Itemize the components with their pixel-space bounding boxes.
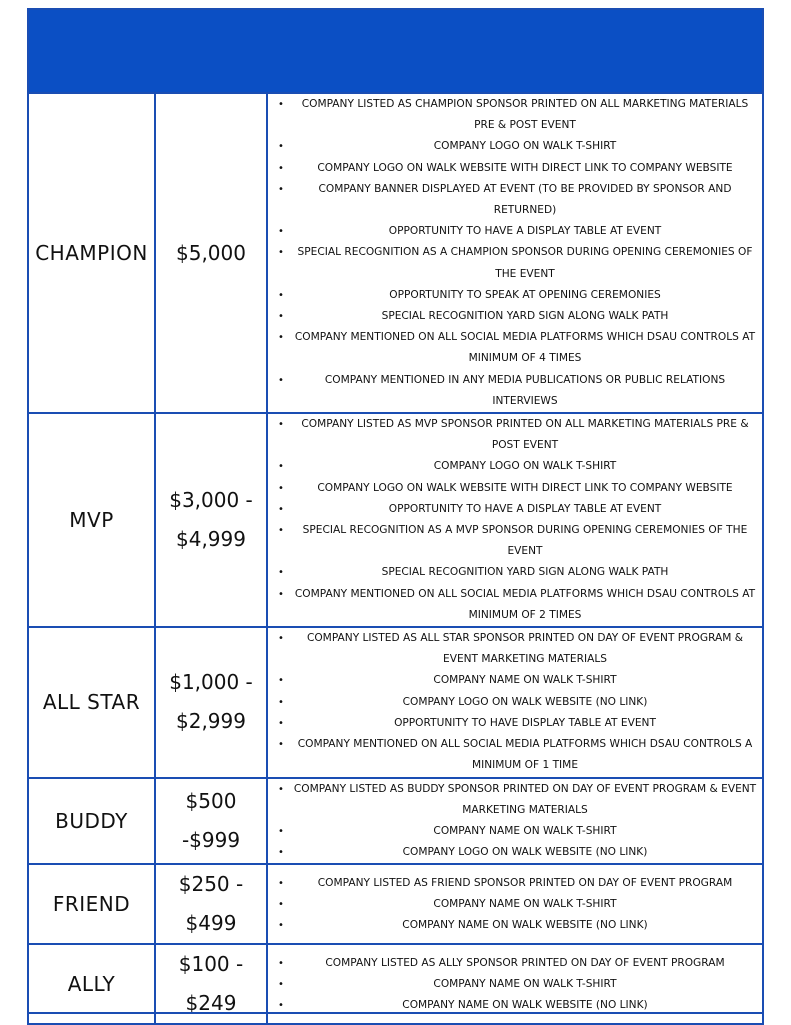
benefit-item: • COMPANY MENTIONED IN ANY MEDIA PUBLICATIONS OR PUBLIC RELATIONS INTERVIEWS xyxy=(268,370,762,412)
tier-name: BUDDY xyxy=(28,778,155,865)
benefit-item: • COMPANY LOGO ON WALK WEBSITE (NO LINK) xyxy=(268,842,762,863)
tier-amount-line: $500 xyxy=(185,788,237,813)
benefit-item: • SPECIAL RECOGNITION YARD SIGN ALONG WALK PATH xyxy=(268,306,762,327)
benefit-item: • COMPANY LISTED AS ALLY SPONSOR PRINTED ON DAY OF EVENT PROGRAM xyxy=(268,953,762,974)
benefit-item: • COMPANY NAME ON WALK T-SHIRT xyxy=(268,821,762,842)
benefit-item: • COMPANY LOGO ON WALK T-SHIRT xyxy=(268,136,762,157)
benefit-item: • COMPANY LISTED AS MVP SPONSOR PRINTED ON ALL MARKETING MATERIALS PRE & POST EVENT xyxy=(268,414,762,456)
tier-amount-line: $1,000 - xyxy=(169,670,253,695)
benefit-item: • COMPANY LOGO ON WALK WEBSITE WITH DIRECT LINK TO COMPANY WEBSITE xyxy=(268,158,762,179)
tier-amount-line: $250 - xyxy=(178,872,244,897)
benefit-item: • SPECIAL RECOGNITION AS A MVP SPONSOR DURING OPENING CEREMONIES OF THE EVENT xyxy=(268,520,762,562)
benefit-item: • COMPANY LOGO ON WALK T-SHIRT xyxy=(268,456,762,477)
tier-name: CHAMPION xyxy=(28,93,155,413)
benefit-item: • COMPANY BANNER DISPLAYED AT EVENT (TO BE PROVIDED BY SPONSOR AND RETURNED) xyxy=(268,179,762,221)
benefit-item: • SPECIAL RECOGNITION AS A CHAMPION SPONSOR DURING OPENING CEREMONIES OF THE EVENT xyxy=(268,242,762,284)
tier-amount-line: $499 xyxy=(185,911,237,936)
tier-amount-line: $5,000 xyxy=(176,240,246,265)
tier-amount-line: -$999 xyxy=(181,827,241,852)
benefit-item: • COMPANY NAME ON WALK WEBSITE (NO LINK) xyxy=(268,915,762,936)
tier-amount-line: $100 - xyxy=(178,952,244,977)
benefit-item: • COMPANY LISTED AS BUDDY SPONSOR PRINTED ON DAY OF EVENT PROGRAM & EVENT MARKETING MATERIALS xyxy=(268,779,762,821)
tier-name: MVP xyxy=(28,413,155,627)
benefit-item: • COMPANY NAME ON WALK T-SHIRT xyxy=(268,894,762,915)
tier-amount-line: $249 xyxy=(185,991,237,1016)
benefit-item: • COMPANY LISTED AS CHAMPION SPONSOR PRINTED ON ALL MARKETING MATERIALS PRE & POST EVENT xyxy=(268,94,762,136)
tier-amount-line: $4,999 xyxy=(176,527,246,552)
benefit-item: • OPPORTUNITY TO HAVE A DISPLAY TABLE AT EVENT xyxy=(268,221,762,242)
benefit-item: • OPPORTUNITY TO HAVE DISPLAY TABLE AT EVENT xyxy=(268,713,762,734)
tier-name: ALL STAR xyxy=(28,627,155,777)
tier-name: ALLY xyxy=(28,944,155,1024)
benefit-item: • COMPANY NAME ON WALK WEBSITE (NO LINK) xyxy=(268,995,762,1016)
tier-amount-line: $2,999 xyxy=(176,709,246,734)
table-frame xyxy=(27,8,764,1014)
benefit-item: • COMPANY LISTED AS FRIEND SPONSOR PRINTED ON DAY OF EVENT PROGRAM xyxy=(268,873,762,894)
benefit-item: • COMPANY LISTED AS ALL STAR SPONSOR PRINTED ON DAY OF EVENT PROGRAM & EVENT MARKETING MATERIALS xyxy=(268,628,762,670)
benefit-item: • COMPANY NAME ON WALK T-SHIRT xyxy=(268,670,762,691)
benefit-item: • OPPORTUNITY TO HAVE A DISPLAY TABLE AT EVENT xyxy=(268,499,762,520)
benefit-item: • COMPANY LOGO ON WALK WEBSITE (NO LINK) xyxy=(268,692,762,713)
benefit-item: • SPECIAL RECOGNITION YARD SIGN ALONG WALK PATH xyxy=(268,562,762,583)
benefit-item: • COMPANY NAME ON WALK T-SHIRT xyxy=(268,974,762,995)
tier-amount-line: $3,000 - xyxy=(169,488,253,513)
benefit-item: • COMPANY MENTIONED ON ALL SOCIAL MEDIA PLATFORMS WHICH DSAU CONTROLS A MINIMUM OF 1 TIME xyxy=(268,734,762,776)
benefit-item: • COMPANY MENTIONED ON ALL SOCIAL MEDIA PLATFORMS WHICH DSAU CONTROLS AT MINIMUM OF 4 TIMES xyxy=(268,327,762,369)
benefit-item: • OPPORTUNITY TO SPEAK AT OPENING CEREMONIES xyxy=(268,285,762,306)
benefit-item: • COMPANY MENTIONED ON ALL SOCIAL MEDIA PLATFORMS WHICH DSAU CONTROLS AT MINIMUM OF 2 TIMES xyxy=(268,584,762,626)
tier-name: FRIEND xyxy=(28,864,155,944)
benefit-item: • COMPANY LOGO ON WALK WEBSITE WITH DIRECT LINK TO COMPANY WEBSITE xyxy=(268,478,762,499)
